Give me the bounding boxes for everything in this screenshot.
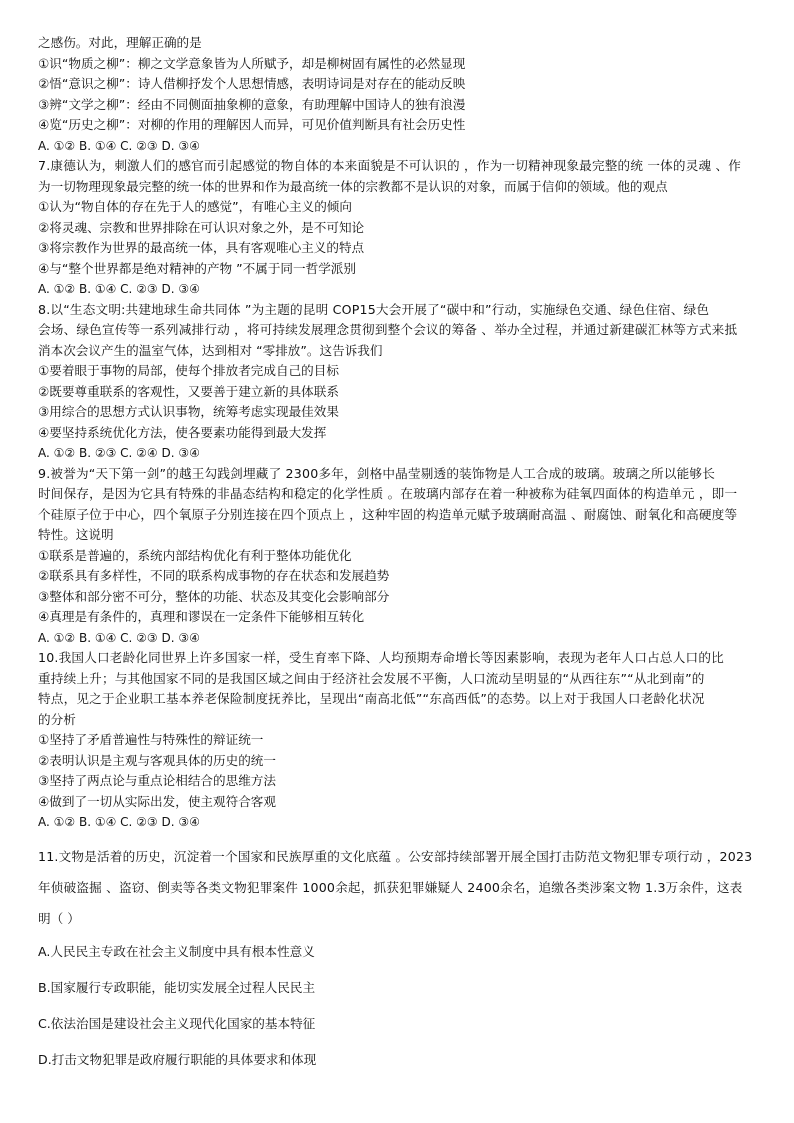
option-1: ①认为“物自体的存在先于人的感觉”，有唯心主义的倾向 (38, 199, 352, 214)
option-2: ②联系具有多样性，不同的联系构成事物的存在状态和发展趋势 (38, 568, 390, 583)
option-3: ③将宗教作为世界的最高统一体，具有客观唯心主义的特点 (38, 240, 365, 255)
option-4: ④真理是有条件的，真理和谬误在一定条件下能够相互转化 (38, 609, 365, 624)
question-stem-line: 11.文物是活着的历史，沉淀着一个国家和民族厚重的文化底蕴 。公安部持续部署开展全国打击防范文物犯罪专项行动 ，2023 (38, 848, 753, 864)
question-stem-line: 为一切物理现象最完整的统一体的世界和作为最高统一体的宗教都不是认识的对象，而属于信仰的领域。他的观点 (38, 178, 668, 194)
question-stem-line: 个硅原子位于中心，四个氧原子分别连接在四个顶点上 ，这种牢固的构造单元赋予玻璃耐高温 、耐腐蚀、耐氧化和高硬度等 (38, 506, 738, 522)
option-4: ④与“整个世界都是绝对精神的产物 ”不属于同一哲学派别 (38, 260, 356, 276)
question-stem-line: 10.我国人口老龄化同世界上许多国家一样，受生育率下降、人均预期寿命增长等因素影响，表现为老年人口占总人口的比 (38, 650, 724, 665)
question-stem-line: 的分析 (38, 711, 76, 727)
exam-page (38, 33, 760, 1078)
option-1: ①坚持了矛盾普遍性与特殊性的辩证统一 (38, 732, 264, 747)
option-2: ②既要尊重联系的客观性，又要善于建立新的具体联系 (38, 383, 339, 399)
question-stem-line: 消本次会议产生的温室气体，达到相对 “零排放”。这告诉我们 (38, 342, 383, 358)
question-stem-line: 年侦破盗掘 、盗窃、倒卖等各类文物犯罪案件 1000余起，抓获犯罪嫌疑人 2400余名，追缴各类涉案文物 1.3万余件，这表 (38, 879, 743, 895)
question-8 (38, 300, 760, 464)
question-11 (38, 841, 760, 1078)
question-stem-line: 重持续上升；与其他国家不同的是我国区域之间由于经济社会发展不平衡，人口流动呈明显的“从西往东”“从北到南”的 (38, 670, 705, 686)
answer-choices: A. ①② B. ①④ C. ②③ D. ③④ (38, 138, 200, 153)
option-2: ②表明认识是主观与客观具体的历史的统一 (38, 752, 276, 768)
option-1: ①要着眼于事物的局部，使每个排放者完成自己的目标 (38, 363, 339, 378)
option-b: B.国家履行专政职能，能切实发展全过程人民民主 (38, 979, 316, 995)
answer-choices: A. ①② B. ②③ C. ②④ D. ③④ (38, 446, 200, 460)
option-4: ④做到了一切从实际出发，使主观符合客观 (38, 793, 276, 809)
question-stem: 之感伤。对此，理解正确的是 (38, 35, 202, 50)
option-3: ③辨“文学之柳”：经由不同侧面抽象柳的意象，有助理解中国诗人的独有浪漫 (38, 96, 466, 112)
question-10 (38, 648, 760, 833)
question-9 (38, 464, 760, 649)
answer-choices: A. ①② B. ①④ C. ②③ D. ③④ (38, 815, 200, 829)
option-2: ②悟“意识之柳”：诗人借柳抒发个人思想情感，表明诗词是对存在的能动反映 (38, 76, 466, 91)
option-1: ①联系是普遍的，系统内部结构优化有利于整体功能优化 (38, 547, 352, 563)
option-3: ③坚持了两点论与重点论相结合的思维方法 (38, 773, 276, 788)
question-6-continued (38, 33, 760, 156)
option-1: ①识“物质之柳”：柳之文学意象皆为人所赋予，却是柳树固有属性的必然显现 (38, 55, 466, 71)
spacer (38, 833, 760, 841)
option-4: ④览“历史之柳”：对柳的作用的理解因人而异，可见价值判断具有社会历史性 (38, 117, 466, 132)
question-stem-line: 8.以“生态文明:共建地球生命共同体 ”为主题的昆明 COP15大会开展了“碳中和”行动，实施绿色交通、绿色住宿、绿色 (38, 301, 710, 317)
option-a: A.人民民主专政在社会主义制度中具有根本性意义 (38, 943, 315, 959)
answer-choices: A. ①② B. ①④ C. ②③ D. ③④ (38, 630, 200, 645)
question-stem-line: 7.康德认为，刺激人们的感官而引起感觉的物自体的本来面貌是不可认识的 ，作为一切精神现象最完整的统 一体的灵魂 、作 (38, 158, 742, 173)
question-stem-line: 会场、绿色宣传等一系列减排行动 ，将可持续发展理念贯彻到整个会议的筹备 、举办全过程，并通过新建碳汇林等方式来抵 (38, 322, 738, 337)
option-2: ②将灵魂、宗教和世界排除在可认识对象之外，是不可知论 (38, 219, 365, 235)
option-d: D.打击文物犯罪是政府履行职能的具体要求和体现 (38, 1051, 317, 1067)
answer-choices: A. ①② B. ①④ C. ②③ D. ③④ (38, 282, 200, 296)
question-7 (38, 156, 760, 300)
question-stem-line: 特性。这说明 (38, 527, 114, 542)
option-3: ③整体和部分密不可分，整体的功能、状态及其变化会影响部分 (38, 588, 390, 604)
question-stem-line: 特点，见之于企业职工基本养老保险制度抚养比，呈现出“南高北低”“东高西低”的态势。以上对于我国人口老龄化状况 (38, 691, 705, 706)
question-stem-line: 时间保存，是因为它具有特殊的非晶态结构和稳定的化学性质 。在玻璃内部存在着一种被称为硅氧四面体的构造单元 ，即一 (38, 486, 738, 501)
question-stem-line: 9.被誉为“天下第一剑”的越王勾践剑埋藏了 2300多年，剑格中晶莹剔透的装饰物是人工合成的玻璃。玻璃之所以能够长 (38, 465, 716, 481)
option-3: ③用综合的思想方式认识事物，统筹考虑实现最佳效果 (38, 404, 339, 419)
question-stem-line: 明（ ） (38, 910, 80, 926)
option-4: ④要坚持系统优化方法，使各要素功能得到最大发挥 (38, 424, 327, 440)
option-c: C.依法治国是建设社会主义现代化国家的基本特征 (38, 1015, 316, 1031)
